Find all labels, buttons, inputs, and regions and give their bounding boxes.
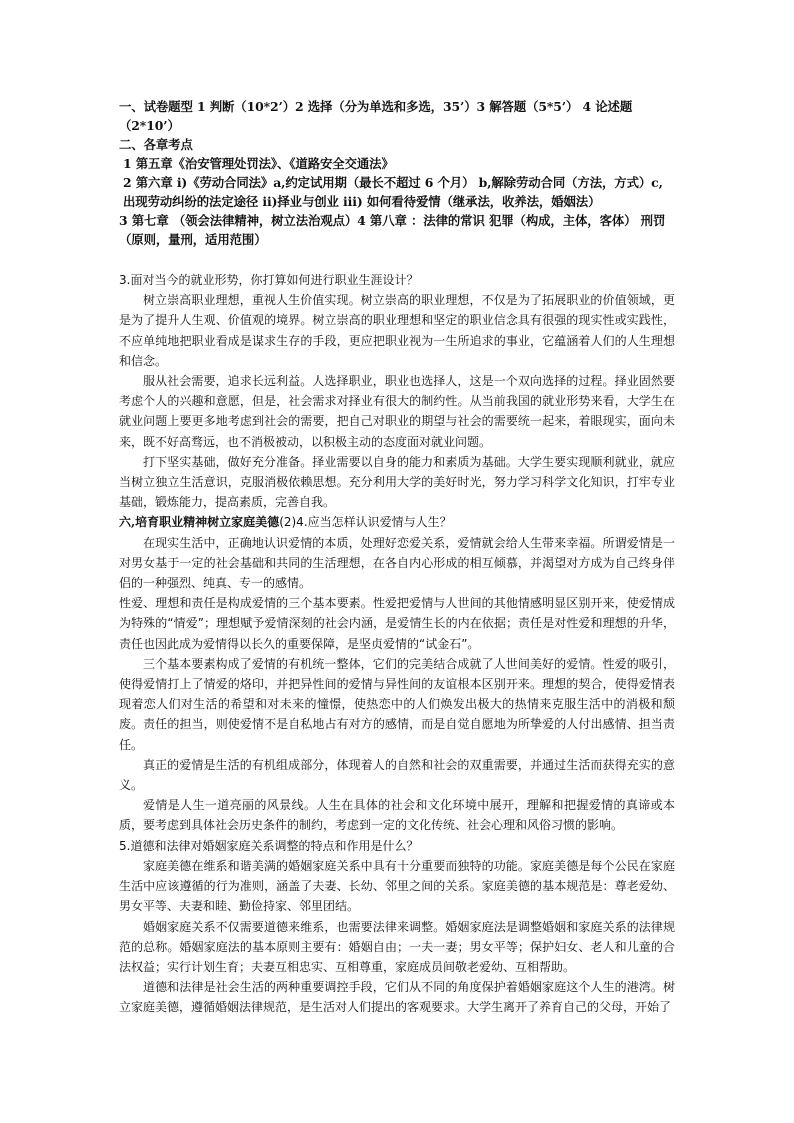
- question-3-title: 3.面对当今的就业形势，你打算如何进行职业生涯设计？: [119, 273, 419, 287]
- question-4-section: [119, 512, 675, 835]
- question-3-paragraph-2: 服从社会需要，追求长远利益。人选择职业，职业也选择人，这是一个双向选择的过程。择业固然要考虑个人的兴趣和意愿，但是，社会需求对择业有很大的制约性。从当前我国的就业形势来看，大学生在就业问题上要更多地考虑到社会的需要，把自己对职业的期望与社会的需要统一起来，着眼现实，面向未来，既不好高骛远，也不消极被动，以积极主动的态度面对就业问题。: [119, 374, 675, 449]
- question-4-paragraph-3: 三个基本要素构成了爱情的有机统一整体，它们的完美结合成就了人世间美好的爱情。性爱的吸引，使得爱情打上了情爱的烙印，并把异性间的爱情与异性间的友谊根本区别开来。理想的契合，使得爱情表现着恋人们对生活的希望和对未来的憧憬，使热恋中的人们焕发出极大的热情来克服生活中的消极和颓废。责任的担当，则使爱情不是自私地占有对方的感情，而是自觉自愿地为所挚爱的人付出感情、担当责任。: [119, 656, 675, 752]
- document-body: [119, 97, 675, 1018]
- question-5-paragraph-1: 家庭美德在维系和谐美满的婚姻家庭关系中具有十分重要而独特的功能。家庭美德是每个公民在家庭生活中应该遵循的行为准则，涵盖了夫妻、长幼、邻里之间的关系。家庭美德的基本规范是：尊老爱幼、男女平等、夫妻和睦、勤俭持家、邻里团结。: [119, 858, 675, 914]
- question-5-title: 5.道德和法律对婚姻家庭关系调整的特点和作用是什么？: [119, 838, 419, 853]
- question-types-line: 一、试卷题型 1 判断（10*2’）2 选择（分为单选和多选，35’）3 解答题（5*5’） 4 论述题（2*10’）: [119, 99, 633, 133]
- question-4-paragraph-2: 性爱、理想和责任是构成爱情的三个基本要素。性爱把爱情与人世间的其他情感明显区别开来，使爱情成为特殊的“情爱”；理想赋予爱情深刻的社会内涵，是爱情生长的内在依据；责任是对性爱和理想的升华，责任也因此成为爱情得以长久的重要保障，是坚贞爱情的“试金石”。: [119, 596, 675, 651]
- spacer: [119, 249, 675, 270]
- question-4-title-text: (2)4.应当怎样认识爱情与人生？: [279, 515, 452, 530]
- question-5-section: [119, 836, 675, 1018]
- section-six-heading: 六,培育职业精神树立家庭美德: [119, 515, 280, 530]
- question-4-paragraph-4: 真正的爱情是生活的有机组成部分，体现着人的自然和社会的双重需要，并通过生活而获得充实的意义。: [119, 757, 675, 793]
- chapter-five-line: 1 第五章《治安管理处罚法》、《道路安全交通法》: [123, 156, 394, 171]
- exam-outline: [119, 97, 675, 249]
- question-4-paragraph-5: 爱情是人生一道亮丽的风景线。人生在具体的社会和文化环境中展开，理解和把握爱情的真谛或本质，要考虑到具体社会历史条件的制约，考虑到一定的文化传统、社会心理和风俗习惯的影响。: [119, 798, 675, 833]
- question-5-paragraph-2: 婚姻家庭关系不仅需要道德来维系，也需要法律来调整。婚姻家庭法是调整婚姻和家庭关系的法律规范的总称。婚姻家庭法的基本原则主要有：婚姻自由；一夫一妻；男女平等；保护妇女、老人和儿童的合法权益；实行计划生育；夫妻互相忠实、互相尊重，家庭成员间敬老爱幼、互相帮助。: [119, 919, 675, 974]
- question-3-paragraph-3: 打下坚实基础，做好充分准备。择业需要以自身的能力和素质为基础。大学生要实现顺利就业，就应当树立独立生活意识，克服消极依赖思想。充分利用大学的美好时光，努力学习科学文化知识，打牢专业基础，锻炼能力，提高素质，完善自我。: [119, 454, 675, 510]
- question-4-paragraph-1: 在现实生活中，正确地认识爱情的本质，处理好恋爱关系，爱情就会给人生带来幸福。所谓爱情是一对男女基于一定的社会基础和共同的生活理想，在各自内心形成的相互倾慕，并渴望对方成为自己终身伴侣的一种强烈、纯真、专一的感情。: [119, 535, 675, 591]
- question-3-paragraph-1: 树立崇高职业理想，重视人生价值实现。树立崇高的职业理想，不仅是为了拓展职业的价值领域，更是为了提升人生观、价值观的境界。树立崇高的职业理想和坚定的职业信念具有很强的现实性或实践性，不应单纯地把职业看成是谋求生存的手段，更应把职业视为一生所追求的事业，它蕴涵着人们的人生理想和信念。: [119, 293, 675, 368]
- chapter-six-line: 2 第六章 i)《劳动合同法》a,约定试用期（最长不超过 6 个月） b,解除劳动合同（方法，方式）c,出现劳动纠纷的法定途径 ii)择业与创业 iii) 如何看待爱情（继承法，收养法，婚姻法）: [123, 175, 663, 209]
- chapter-points-heading: 二、各章考点: [119, 137, 193, 152]
- question-5-paragraph-3: 道德和法律是社会生活的两种重要调控手段，它们从不同的角度保护着婚姻家庭这个人生的港湾。树立家庭美德，遵循婚姻法律规范，是生活对人们提出的客观要求。大学生离开了养育自己的父母，开始了: [119, 980, 675, 1015]
- question-3-section: [119, 270, 675, 512]
- chapter-seven-eight-line: 3 第七章 （领会法律精神，树立法治观点）4 第八章 ：法律的常识 犯罪（构成，主体，客体） 刑罚（原则，量刑，适用范围）: [119, 213, 666, 247]
- question-4-title: [119, 512, 675, 532]
